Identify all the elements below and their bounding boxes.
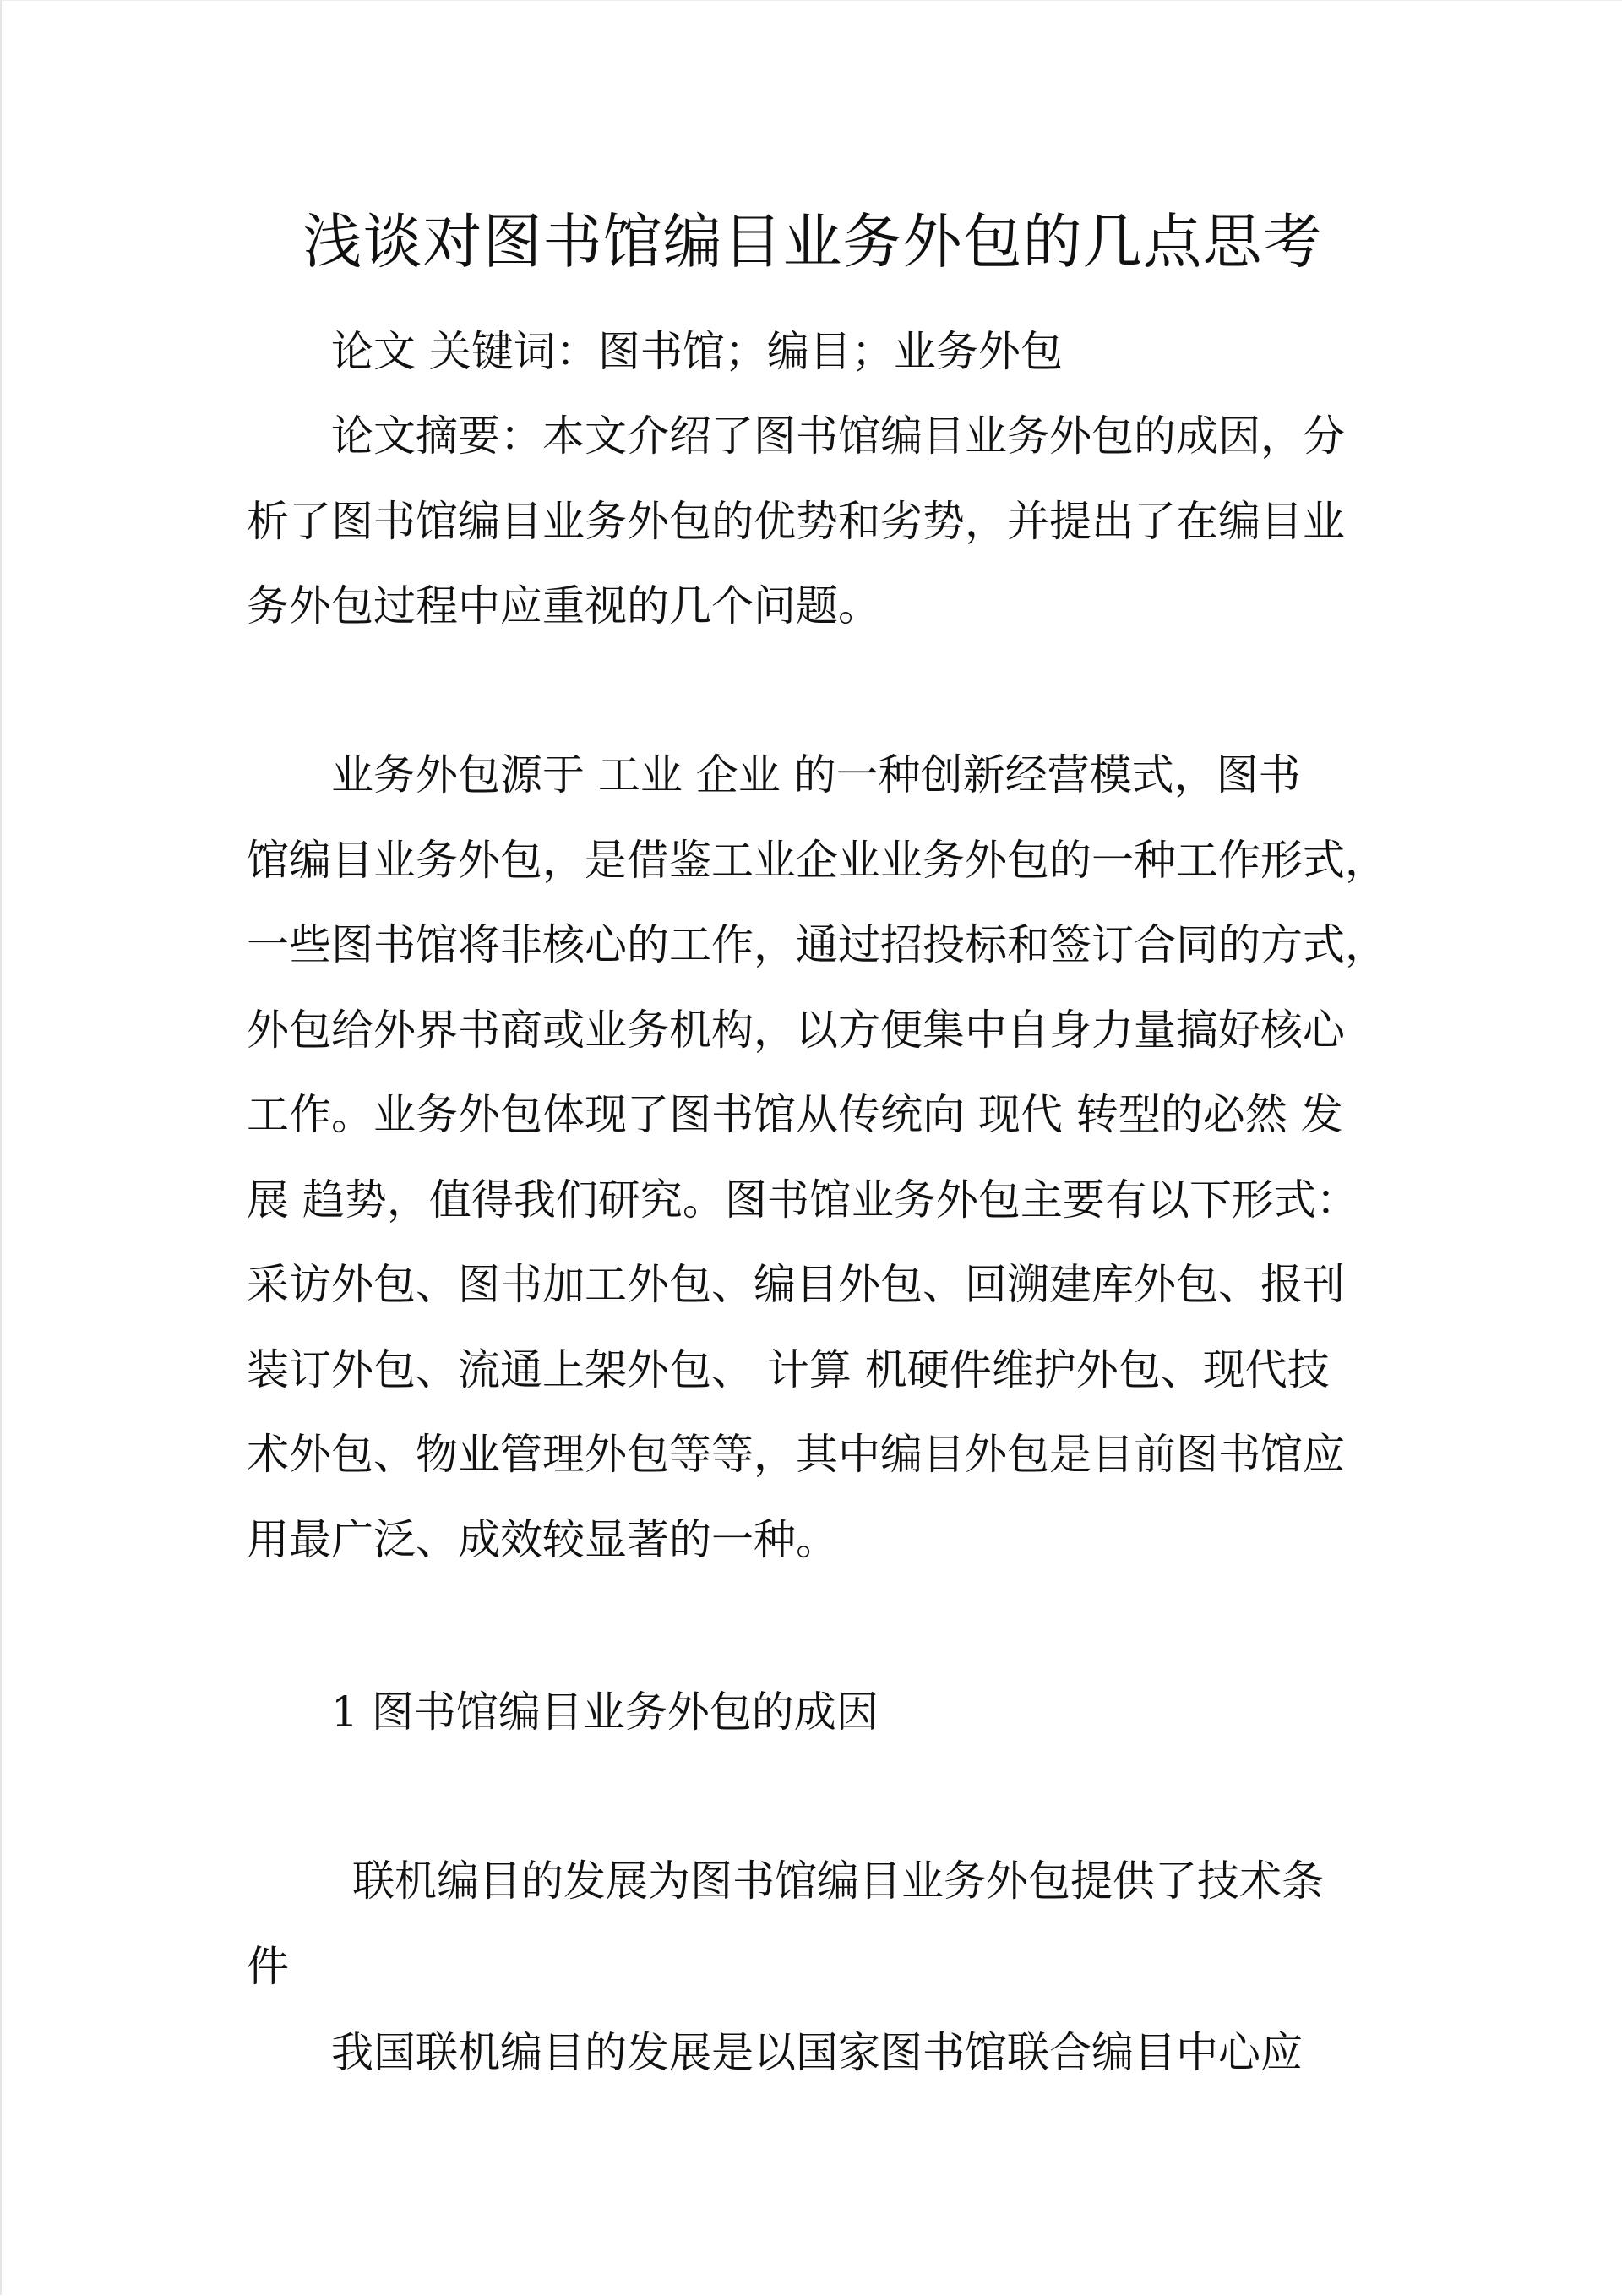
abstract-line: 论文摘要：本文介绍了图书馆编目业务外包的成因，分 (331, 412, 1345, 461)
body-line: 业务外包源于 工业 企业 的一种创新经营模式，图书 (331, 750, 1301, 799)
abstract-paragraph (247, 394, 1379, 649)
keywords-line: 论文 关键词：图书馆；编目；业务外包 (331, 327, 1063, 376)
body-line: 展 趋势，值得我们研究。图书馆业务外包主要有以下形式： (247, 1175, 1358, 1224)
body-line: 装订外包、流通上架外包、 计算 机硬件维护外包、现代技 (247, 1344, 1330, 1394)
body-line: 馆编目业务外包，是借鉴工业企业业务外包的一种工作形式， (247, 835, 1387, 885)
document-title: 浅谈对图书馆编目业务外包的几点思考 (302, 207, 1323, 276)
body-paragraph-2 (247, 2010, 1379, 2096)
body-line: 外包给外界书商或业务机构，以方便集中自身力量搞好核心 (247, 1005, 1345, 1055)
keywords-paragraph (247, 309, 1379, 395)
abstract-line: 析了图书馆编目业务外包的优势和劣势，并提出了在编目业 (247, 496, 1345, 546)
abstract-line: 务外包过程中应重视的几个问题。 (247, 581, 880, 630)
body-paragraph (247, 733, 1387, 1582)
body-line: 工作。业务外包体现了图书馆从传统向 现代 转型的必然 发 (247, 1090, 1343, 1139)
section-heading: 1 图书馆编目业务外包的成因 (331, 1688, 879, 1737)
subsection-paragraph (247, 1839, 1379, 2009)
body-line: 术外包、物业管理外包等等，其中编目外包是目前图书馆应 (247, 1430, 1345, 1479)
body-line: 我国联机编目的发展是以国家图书馆联合编目中心应 (331, 2028, 1303, 2077)
body-line: 采访外包、图书加工外包、编目外包、回溯建库外包、报刊 (247, 1260, 1345, 1309)
subsection-line: 联机编目的发展为图书馆编目业务外包提供了技术条 (352, 1857, 1324, 1906)
body-line: 一些图书馆将非核心的工作，通过招投标和签订合同的方式， (247, 920, 1387, 969)
body-line: 用最广泛、成效较显著的一种。 (247, 1514, 838, 1564)
subsection-line: 件 (247, 1941, 289, 1991)
